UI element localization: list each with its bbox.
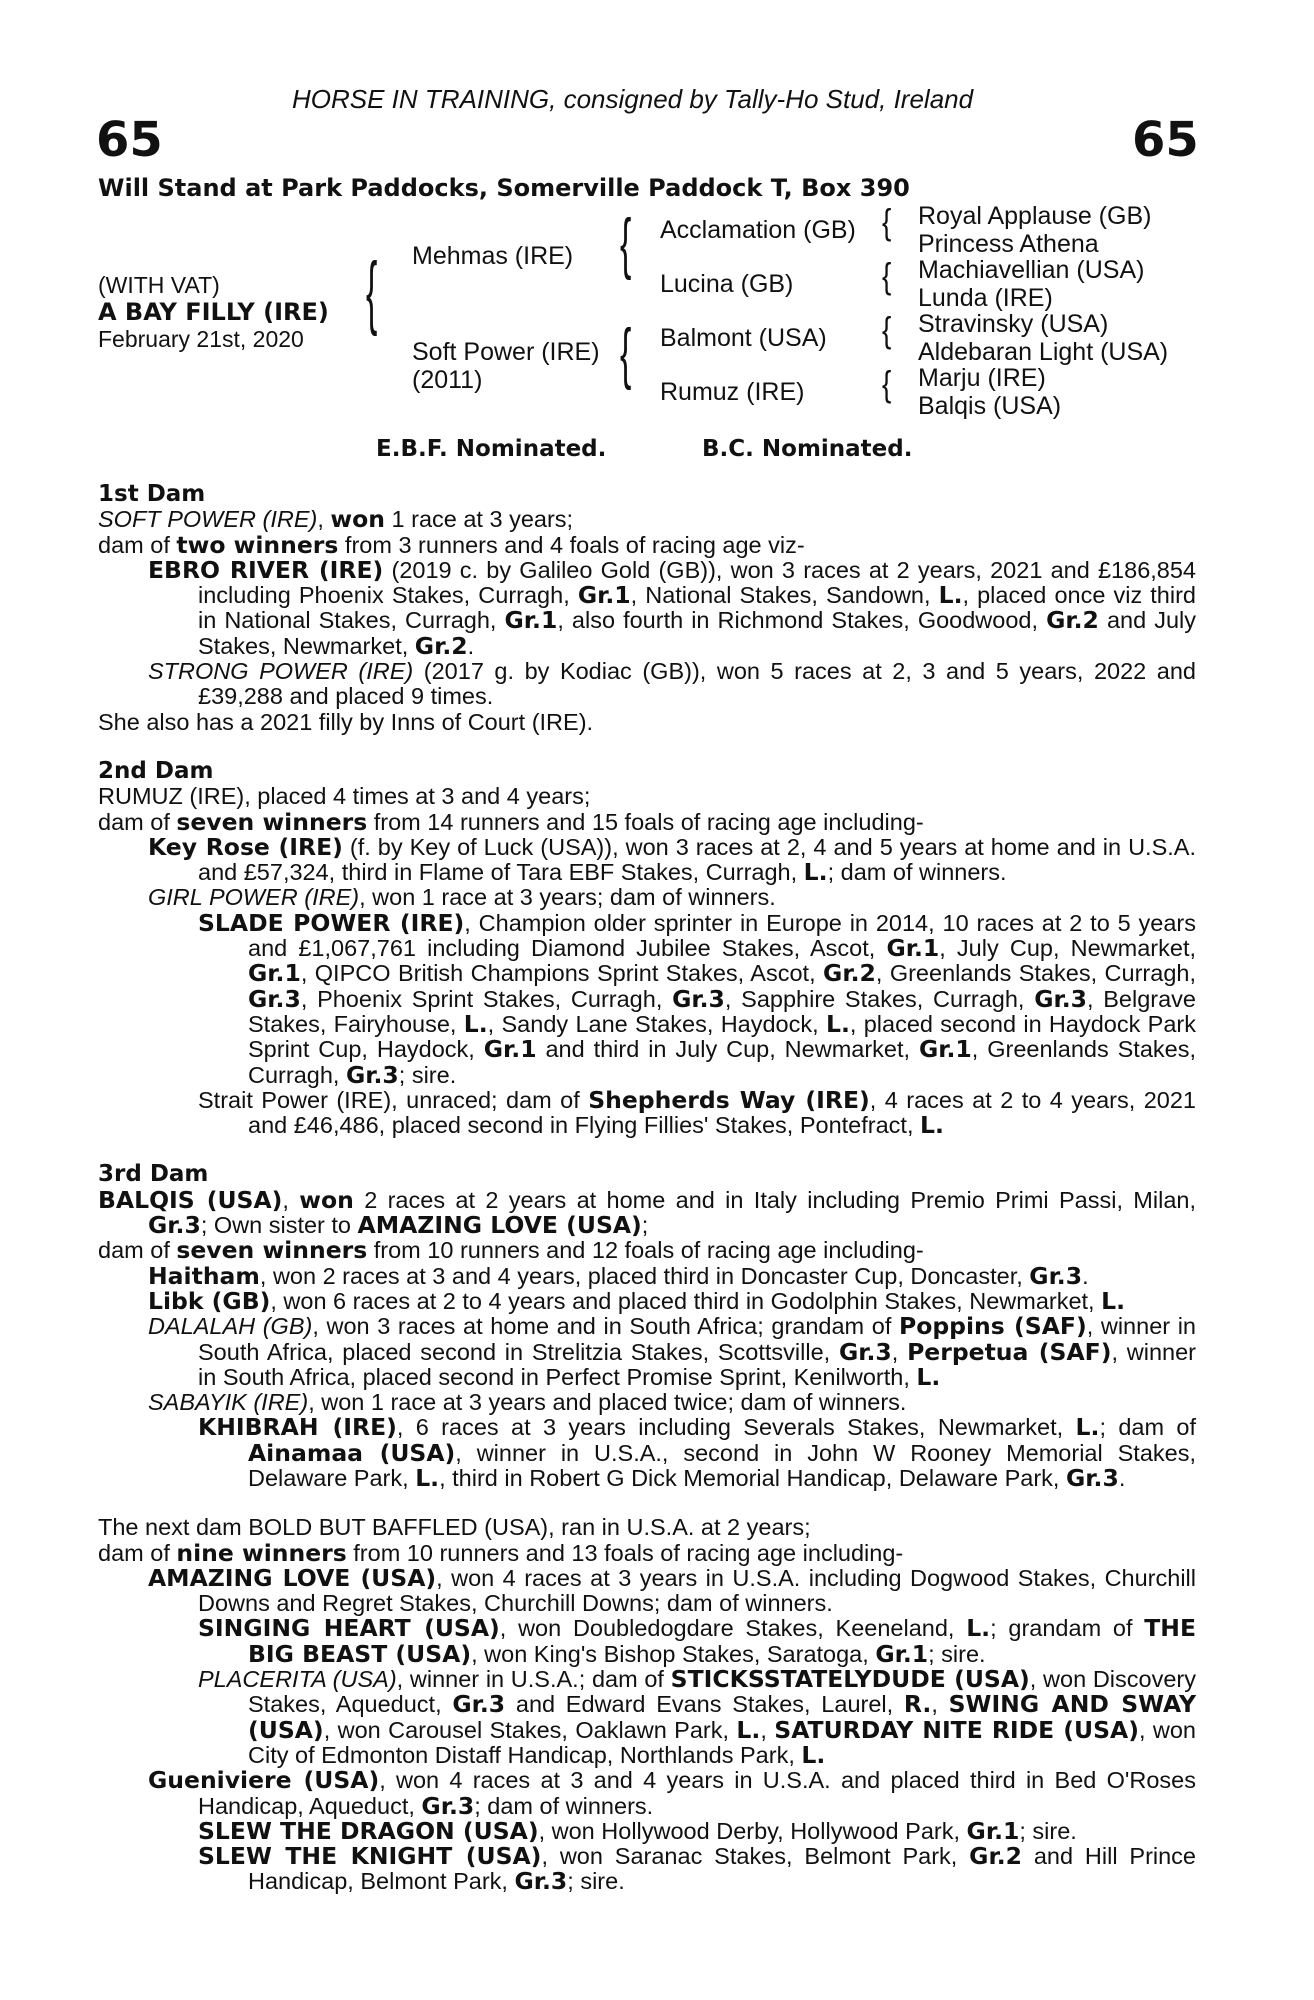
first-dam-heading: 1st Dam	[98, 481, 206, 507]
produce-key-rose: Key Rose (IRE) (f. by Key of Luck (USA)), won 3 races at 2, 4 and 5 years at home and in U.S.A. and £57,324, third in Flame of Tara EBF Stakes, Curragh, L.; dam of winners.	[148, 832, 1196, 887]
third-dam-produce: dam of seven winners from 10 runners and 12 foals of racing age including-	[98, 1236, 924, 1265]
ggs2: Machiavellian (USA)	[918, 256, 1145, 284]
produce-haitham: Haitham, won 2 races at 3 and 4 years, placed third in Doncaster Cup, Doncaster, Gr.3.	[148, 1261, 1089, 1290]
ggs1: Royal Applause (GB)	[918, 202, 1152, 230]
ggd4: Balqis (USA)	[918, 392, 1062, 420]
first-dam-line: SOFT POWER (IRE), won 1 race at 3 years;	[98, 505, 574, 534]
bc-nomination: B.C. Nominated.	[702, 436, 913, 462]
produce-2021-filly: She also has a 2021 filly by Inns of Court (IRE).	[98, 708, 594, 735]
produce-slade-power: SLADE POWER (IRE), Champion older sprinter in Europe in 2014, 10 races at 2 to 5 years and £1,067,761 including Diamond Jubilee Stakes, Ascot, Gr.1, July Cup, Newmarket, Gr.1, QIPCO British Champions Sprint Stakes, Ascot, Gr.2, Greenlands Stakes, Curragh, Gr.3, Phoenix Sprint Stakes, Curragh, Gr.3, Sapphire Stakes, Curragh, Gr.3, Belgrave Stakes, Fairyhouse, L., Sandy Lane Stakes, Haydock, L., placed second in Haydock Park Sprint Cup, Haydock, Gr.1 and third in July Cup, Newmarket, Gr.1, Greenlands Stakes, Curragh, Gr.3; sire.	[198, 908, 1197, 1089]
produce-libk: Libk (GB), won 6 races at 2 to 4 years and placed third in Godolphin Stakes, Newmarket, L.	[148, 1286, 1126, 1315]
ggs3: Stravinsky (USA)	[918, 310, 1109, 338]
next-dam-line: The next dam BOLD BUT BAFFLED (USA), ran in U.S.A. at 2 years;	[98, 1514, 811, 1541]
produce-slew-the-dragon: SLEW THE DRAGON (USA), won Hollywood Derby, Hollywood Park, Gr.1; sire.	[198, 1816, 1077, 1845]
sire-sire: Acclamation (GB)	[660, 216, 856, 244]
produce-strait-power: Strait Power (IRE), unraced; dam of Shepherds Way (IRE), 4 races at 2 to 4 years, 2021 and £46,486, placed second in Flying Fillies' Stakes, Pontefract, L.	[198, 1085, 1196, 1140]
produce-placerita: PLACERITA (USA), winner in U.S.A.; dam of STICKSSTATELYDUDE (USA), won Discovery Stakes, Aqueduct, Gr.3 and Edward Evans Stakes, Laurel, R., SWING AND SWAY (USA), won Carousel Stakes, Oaklawn Park, L., SATURDAY NITE RIDE (USA), won City of Edmonton Distaff Handicap, Northlands Park, L.	[198, 1665, 1196, 1769]
lot-number-left: 65	[96, 112, 163, 168]
brace-gg3: {	[882, 309, 892, 350]
ggd1: Princess Athena	[918, 230, 1099, 258]
produce-sabayik: SABAYIK (IRE), won 1 race at 3 years and placed twice; dam of winners.	[148, 1389, 907, 1416]
produce-girl-power: GIRL POWER (IRE), won 1 race at 3 years; dam of winners.	[148, 884, 776, 911]
dam: Soft Power (IRE)	[412, 338, 600, 366]
produce-gueniviere: Gueniviere (USA), won 4 races at 3 and 4 years in U.S.A. and placed third in Bed O'Roses Handicap, Aqueduct, Gr.3; dam of winners.	[148, 1766, 1196, 1820]
foaled-date: February 21st, 2020	[98, 326, 304, 352]
sire-dam: Lucina (GB)	[660, 270, 794, 298]
produce-ebro-river: EBRO RIVER (IRE) (2019 c. by Galileo Gold (GB)), won 3 races at 2 years, 2021 and £186,854 including Phoenix Stakes, Curragh, Gr.1, National Stakes, Sandown, L., placed once viz third in National Stakes, Curragh, Gr.1, also fourth in Richmond Stakes, Goodwood, Gr.2 and July Stakes, Newmarket, Gr.2.	[148, 555, 1197, 660]
ggd2: Lunda (IRE)	[918, 284, 1053, 312]
next-dam-section	[98, 1515, 1196, 1894]
pedigree-notes	[98, 482, 1196, 1895]
vat-label: (WITH VAT)	[98, 272, 220, 298]
third-dam-heading: 3rd Dam	[98, 1161, 209, 1188]
lot-number-right: 65	[1132, 112, 1199, 168]
brace-gg1: {	[882, 201, 892, 242]
produce-khibrah: KHIBRAH (IRE), 6 races at 3 years including Severals Stakes, Newmarket, L.; dam of Ainamaa (USA), winner in U.S.A., second in John W Rooney Memorial Stakes, Delaware Park, L., third in Robert G Dick Memorial Handicap, Delaware Park, Gr.3.	[198, 1413, 1196, 1492]
brace-gg4: {	[882, 363, 892, 404]
dam-sire: Balmont (USA)	[660, 324, 827, 352]
brace-dam-parents: {	[620, 316, 632, 392]
produce-strong-power: STRONG POWER (IRE) (2017 g. by Kodiac (GB)), won 5 races at 2, 3 and 5 years, 2022 and £39,288 and placed 9 times.	[148, 658, 1196, 710]
brace-sire-parents: {	[620, 206, 632, 282]
second-dam-section	[98, 759, 1196, 1138]
second-dam-heading: 2nd Dam	[98, 757, 214, 784]
first-dam-produce: dam of two winners from 3 runners and 4 foals of racing age viz-	[98, 530, 805, 559]
produce-amazing-love: AMAZING LOVE (USA), won 4 races at 3 years in U.S.A. including Dogwood Stakes, Churchill Downs and Regret Stakes, Churchill Downs; dam of winners.	[148, 1563, 1196, 1617]
horse-name: A BAY FILLY (IRE)	[98, 298, 329, 326]
second-dam-line: RUMUZ (IRE), placed 4 times at 3 and 4 years;	[98, 783, 591, 810]
third-dam-line: BALQIS (USA), won 2 races at 2 years at home and in Italy including Premio Primi Passi, Milan, Gr.3; Own sister to AMAZING LOVE (USA);	[98, 1185, 1196, 1240]
produce-singing-heart: SINGING HEART (USA), won Doubledogdare Stakes, Keeneland, L.; grandam of THE BIG BEAST (USA), won King's Bishop Stakes, Saratoga, Gr.1; sire.	[198, 1614, 1197, 1668]
sire: Mehmas (IRE)	[412, 242, 574, 270]
dam-dam: Rumuz (IRE)	[660, 378, 805, 406]
brace-gg2: {	[882, 255, 892, 296]
ggs4: Marju (IRE)	[918, 364, 1046, 392]
produce-slew-the-knight: SLEW THE KNIGHT (USA), won Saranac Stakes, Belmont Park, Gr.2 and Hill Prince Handicap, Belmont Park, Gr.3; sire.	[198, 1842, 1197, 1896]
produce-dalalah: DALALAH (GB), won 3 races at home and in South Africa; grandam of Poppins (SAF), winner in South Africa, placed second in Strelitzia Stakes, Scottsville, Gr.3, Perpetua (SAF), winner in South Africa, placed second in Perfect Promise Sprint, Kenilworth, L.	[148, 1312, 1197, 1391]
ebf-nomination: E.B.F. Nominated.	[376, 436, 607, 462]
third-dam-section	[98, 1162, 1196, 1491]
consignor-line: HORSE IN TRAINING, consigned by Tally-Ho Stud, Ireland	[292, 84, 974, 114]
ggd3: Aldebaran Light (USA)	[918, 338, 1169, 366]
stand-location: Will Stand at Park Paddocks, Somerville Paddock T, Box 390	[98, 174, 910, 202]
dam-year: (2011)	[412, 366, 483, 394]
second-dam-produce: dam of seven winners from 14 runners and 15 foals of racing age including-	[98, 807, 924, 836]
next-dam-produce: dam of nine winners from 10 runners and 13 foals of racing age including-	[98, 1538, 904, 1567]
first-dam-section	[98, 482, 1196, 735]
brace-sire-dam: {	[366, 247, 378, 339]
